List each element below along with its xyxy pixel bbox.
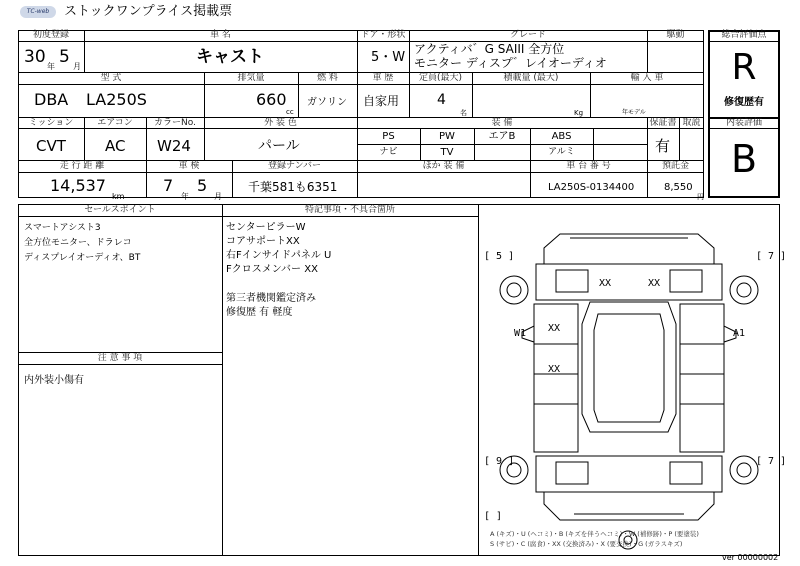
car-damage-diagram — [478, 204, 780, 556]
special-notes-label: 特記事項・不具合箇所 — [304, 205, 395, 215]
bracket-7-bottom: [ 7 ] — [756, 456, 787, 467]
aircon-label: エアコン — [97, 118, 133, 128]
registration-year: 30 — [24, 47, 46, 67]
equip-pw: PW — [439, 131, 455, 142]
manual-label: 取説 — [682, 118, 701, 128]
inspection-year: 7 — [163, 176, 174, 195]
sales-points-label: セールスポイント — [84, 205, 156, 215]
registration-year-unit: 年 — [47, 62, 55, 71]
car-name-value: キャスト — [196, 47, 264, 67]
version-text: ver 00000002 — [722, 553, 779, 562]
equip-alumi: アルミ — [548, 147, 575, 157]
damage-mark-xx-2: XX — [648, 278, 661, 289]
special-note-6: 第三者機関鑑定済み — [226, 293, 316, 304]
special-note-4: Fクロスメンバー XX — [226, 264, 318, 275]
damage-mark-xx-1: XX — [599, 278, 612, 289]
damage-mark-w1: W1 — [514, 328, 527, 339]
equip-airbag: エアB — [488, 131, 516, 142]
sales-point-3: ディスプレイオーディオ、BT — [24, 253, 141, 263]
history-value: 自家用 — [363, 94, 400, 108]
equip-ps: PS — [382, 131, 395, 142]
others-label: ほか 装 備 — [422, 161, 465, 171]
grade-label: グレード — [509, 30, 546, 40]
deposit-value: 8,550 — [664, 182, 693, 193]
door-type-value: 5・W — [371, 50, 406, 65]
damage-mark-a1: A1 — [733, 328, 746, 339]
damage-legend-line1: A (キズ)・U (ヘコミ)・B (キズを伴うヘコミ)・W (補修跡)・P (要塗装) — [490, 530, 699, 538]
damage-mark-xx-4: XX — [548, 364, 561, 375]
chassis-value: LA250S-0134400 — [548, 182, 635, 193]
car-name-label: 車 名 — [210, 30, 231, 40]
equipment-label: 装 備 — [491, 118, 513, 128]
bracket-7-top: [ 7 ] — [756, 251, 787, 262]
capacity-label: 定員(最大) — [418, 73, 463, 83]
sales-point-2: 全方位モニター、ドラレコ — [24, 238, 132, 248]
inspection-label: 車 検 — [178, 161, 200, 171]
special-note-7: 修復歴 有 軽度 — [226, 307, 293, 318]
grade-value-line1: アクティバ゛G SAIII 全方位 — [414, 42, 565, 56]
registration-month: 5 — [59, 47, 70, 67]
import-label: 輸 入 車 — [630, 73, 664, 83]
mileage-value: 14,537 — [50, 176, 106, 195]
mileage-unit: km — [112, 192, 125, 201]
mission-value: CVT — [36, 137, 66, 155]
mission-label: ミッション — [28, 118, 74, 128]
page-title: ストックワンプライス掲載票 — [64, 4, 233, 19]
interior-grade-label: 内装評価 — [725, 118, 762, 128]
aircon-value: AC — [105, 137, 126, 155]
model-label: 型 式 — [100, 73, 122, 83]
deposit-label: 預託金 — [661, 161, 689, 171]
import-sub: 年モデル — [622, 109, 646, 116]
special-note-2: コアサポートXX — [226, 236, 300, 247]
capacity-unit: 名 — [460, 109, 467, 117]
plate-value: 千葉581も6351 — [248, 180, 338, 194]
warranty-label: 保証書 — [649, 118, 677, 128]
inspection-year-unit: 年 — [181, 192, 189, 201]
deposit-unit: 円 — [697, 193, 704, 201]
drive-label: 駆動 — [666, 30, 685, 40]
displacement-unit: cc — [286, 108, 294, 116]
caution-label: 注 意 事 項 — [97, 353, 143, 363]
displacement-label: 排気量 — [237, 73, 265, 83]
special-note-3: 右Fインサイドパネル U — [226, 250, 332, 261]
exterior-color-value: パール — [258, 138, 300, 154]
load-label: 積載量 (最大) — [503, 73, 559, 83]
inspection-month: 5 — [197, 176, 208, 195]
load-unit: Kg — [574, 109, 584, 117]
overall-grade-value: R — [731, 47, 757, 88]
logo: TC-web — [20, 6, 56, 18]
mileage-label: 走 行 距 離 — [59, 161, 105, 171]
color-no-label: カラーNo. — [154, 118, 196, 128]
capacity-value: 4 — [437, 92, 446, 108]
exterior-color-label: 外 装 色 — [264, 118, 297, 128]
overall-grade-label: 総合評価点 — [721, 30, 767, 40]
grade-value-line2: モニター ディスプ゛レイオーディオ — [414, 56, 607, 70]
equip-navi: ナビ — [379, 147, 398, 157]
special-note-1: センターピラーW — [226, 222, 306, 233]
sales-point-1: スマートアシスト3 — [24, 223, 101, 233]
overall-grade-sub: 修復歴有 — [724, 97, 764, 108]
model-code: LA250S — [86, 90, 147, 109]
fuel-value: ガソリン — [307, 97, 347, 108]
registration-month-unit: 月 — [73, 62, 81, 71]
damage-legend-line2: S (サビ)・C (腐食)・XX (交換済み)・X (要交換)・G (ガラスキズ) — [490, 540, 683, 548]
caution-note-1: 内外装小傷有 — [24, 375, 84, 386]
warranty-value: 有 — [655, 137, 671, 155]
equip-abs: ABS — [551, 131, 572, 142]
bracket-empty: [ ] — [484, 511, 503, 522]
first-registration-label: 初度登録 — [32, 30, 69, 40]
displacement-value: 660 — [256, 90, 287, 109]
interior-grade-value: B — [730, 137, 758, 181]
color-no-value: W24 — [157, 137, 191, 155]
plate-label: 登録ナンバー — [268, 161, 321, 171]
fuel-label: 燃 料 — [317, 73, 338, 83]
bracket-5: [ 5 ] — [484, 251, 515, 262]
model-prefix: DBA — [34, 90, 69, 109]
chassis-label: 車 台 番 号 — [566, 161, 611, 171]
door-type-label: ドア・形状 — [360, 30, 406, 40]
bracket-9: [ 9 ] — [484, 456, 515, 467]
history-label: 車 歴 — [372, 73, 394, 83]
inspection-month-unit: 月 — [214, 192, 222, 201]
equip-tv: TV — [440, 147, 454, 158]
damage-mark-xx-3: XX — [548, 323, 561, 334]
